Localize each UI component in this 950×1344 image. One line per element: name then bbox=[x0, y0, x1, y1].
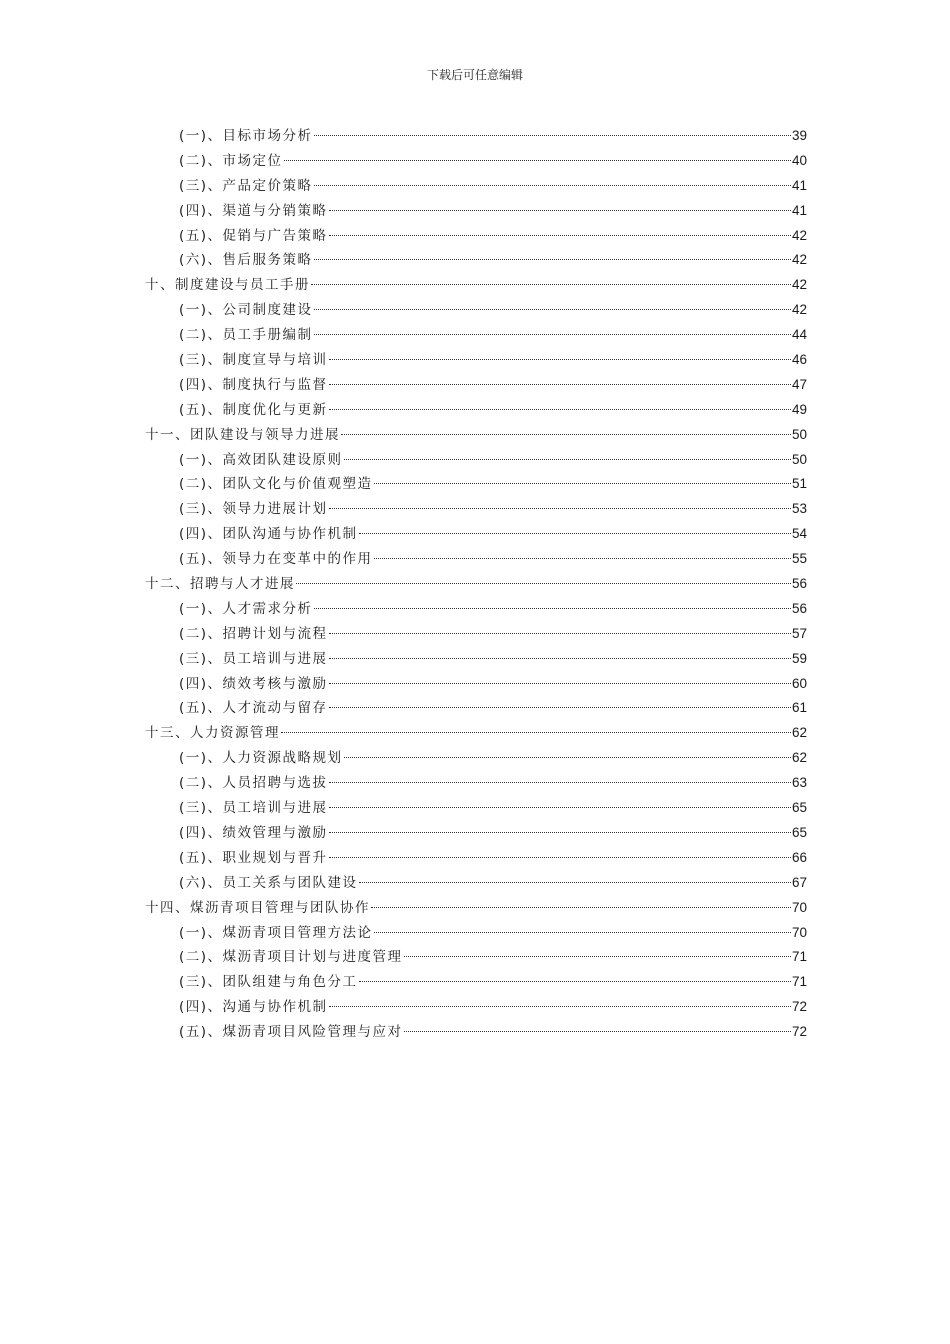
toc-entry-page-number: 42 bbox=[791, 227, 807, 243]
toc-section-entry[interactable] bbox=[145, 174, 807, 199]
toc-entry-page-number: 62 bbox=[791, 750, 807, 766]
toc-entry-page-number: 56 bbox=[791, 576, 807, 592]
toc-section-entry[interactable] bbox=[145, 647, 807, 672]
toc-entry-page-number: 62 bbox=[791, 725, 807, 741]
toc-section-entry[interactable] bbox=[145, 746, 807, 771]
toc-dot-leader bbox=[374, 558, 791, 559]
toc-section-entry[interactable] bbox=[145, 398, 807, 423]
toc-entry-title: (五)、职业规划与晋升 bbox=[179, 849, 328, 866]
toc-section-entry[interactable] bbox=[145, 696, 807, 721]
toc-section-entry[interactable] bbox=[145, 199, 807, 224]
toc-entry-page-number: 59 bbox=[791, 650, 807, 666]
toc-dot-leader bbox=[329, 409, 791, 410]
toc-dot-leader bbox=[329, 1006, 791, 1007]
toc-section-entry[interactable] bbox=[145, 497, 807, 522]
toc-entry-title: (三)、产品定价策略 bbox=[179, 177, 313, 194]
toc-entry-title: 十一、团队建设与领导力进展 bbox=[145, 426, 340, 443]
toc-entry-title: (二)、煤沥青项目计划与进度管理 bbox=[179, 949, 403, 966]
toc-section-entry[interactable] bbox=[145, 248, 807, 273]
toc-section-entry[interactable] bbox=[145, 124, 807, 149]
toc-chapter-entry[interactable] bbox=[145, 721, 807, 746]
toc-section-entry[interactable] bbox=[145, 771, 807, 796]
toc-dot-leader bbox=[329, 707, 791, 708]
toc-entry-page-number: 50 bbox=[791, 426, 807, 442]
toc-entry-page-number: 47 bbox=[791, 376, 807, 392]
toc-entry-title: 十三、人力资源管理 bbox=[145, 725, 280, 742]
toc-entry-page-number: 40 bbox=[791, 152, 807, 168]
toc-chapter-entry[interactable] bbox=[145, 572, 807, 597]
toc-dot-leader bbox=[329, 782, 791, 783]
toc-entry-title: 十四、煤沥青项目管理与团队协作 bbox=[145, 899, 370, 916]
toc-entry-page-number: 46 bbox=[791, 352, 807, 368]
toc-section-entry[interactable] bbox=[145, 945, 807, 970]
toc-entry-page-number: 61 bbox=[791, 700, 807, 716]
toc-dot-leader bbox=[329, 807, 791, 808]
toc-entry-title: (三)、团队组建与角色分工 bbox=[179, 974, 358, 991]
toc-section-entry[interactable] bbox=[145, 846, 807, 871]
toc-entry-title: (一)、人才需求分析 bbox=[179, 600, 313, 617]
toc-section-entry[interactable] bbox=[145, 448, 807, 473]
toc-dot-leader bbox=[329, 235, 791, 236]
toc-dot-leader bbox=[329, 508, 791, 509]
page-header: 下载后可任意编辑 bbox=[426, 68, 523, 82]
toc-dot-leader bbox=[329, 210, 791, 211]
toc-entry-title: (六)、员工关系与团队建设 bbox=[179, 874, 358, 891]
toc-entry-page-number: 70 bbox=[791, 924, 807, 940]
toc-section-entry[interactable] bbox=[145, 821, 807, 846]
toc-section-entry[interactable] bbox=[145, 323, 807, 348]
toc-section-entry[interactable] bbox=[145, 373, 807, 398]
toc-chapter-entry[interactable] bbox=[145, 896, 807, 921]
toc-dot-leader bbox=[284, 160, 791, 161]
toc-entry-title: (一)、目标市场分析 bbox=[179, 128, 313, 144]
toc-dot-leader bbox=[296, 583, 791, 584]
toc-dot-leader bbox=[359, 882, 791, 883]
toc-chapter-entry[interactable] bbox=[145, 423, 807, 448]
toc-dot-leader bbox=[329, 857, 791, 858]
toc-entry-page-number: 39 bbox=[791, 128, 807, 143]
toc-entry-page-number: 44 bbox=[791, 327, 807, 343]
toc-entry-page-number: 57 bbox=[791, 625, 807, 641]
toc-entry-title: 十二、招聘与人才进展 bbox=[145, 576, 295, 593]
toc-dot-leader bbox=[281, 732, 791, 733]
toc-entry-page-number: 60 bbox=[791, 675, 807, 691]
toc-entry-page-number: 67 bbox=[791, 874, 807, 890]
toc-entry-title: (二)、员工手册编制 bbox=[179, 327, 313, 344]
toc-entry-page-number: 66 bbox=[791, 849, 807, 865]
toc-section-entry[interactable] bbox=[145, 149, 807, 174]
toc-entry-title: (一)、高效团队建设原则 bbox=[179, 451, 343, 468]
toc-entry-title: (四)、团队沟通与协作机制 bbox=[179, 526, 358, 543]
toc-entry-page-number: 65 bbox=[791, 824, 807, 840]
toc-entry-page-number: 41 bbox=[791, 202, 807, 218]
toc-dot-leader bbox=[314, 608, 791, 609]
toc-entry-title: (五)、人才流动与留存 bbox=[179, 700, 328, 717]
toc-section-entry[interactable] bbox=[145, 298, 807, 323]
toc-entry-page-number: 49 bbox=[791, 401, 807, 417]
toc-entry-title: (二)、市场定位 bbox=[179, 152, 283, 169]
toc-entry-page-number: 42 bbox=[791, 252, 807, 268]
toc-entry-page-number: 51 bbox=[791, 476, 807, 492]
toc-entry-page-number: 70 bbox=[791, 899, 807, 915]
toc-section-entry[interactable] bbox=[145, 622, 807, 647]
toc-dot-leader bbox=[341, 434, 791, 435]
toc-entry-title: (二)、人员招聘与选拔 bbox=[179, 775, 328, 792]
toc-entry-page-number: 42 bbox=[791, 277, 807, 293]
toc-dot-leader bbox=[329, 633, 791, 634]
toc-entry-page-number: 55 bbox=[791, 551, 807, 567]
toc-chapter-entry[interactable] bbox=[145, 273, 807, 298]
toc-section-entry[interactable] bbox=[145, 796, 807, 821]
toc-dot-leader bbox=[404, 956, 791, 957]
toc-entry-page-number: 63 bbox=[791, 775, 807, 791]
toc-dot-leader bbox=[359, 533, 791, 534]
toc-entry-page-number: 53 bbox=[791, 501, 807, 517]
toc-entry-title: (五)、制度优化与更新 bbox=[179, 401, 328, 418]
toc-dot-leader bbox=[374, 932, 791, 933]
toc-section-entry[interactable] bbox=[145, 921, 807, 946]
toc-entry-page-number: 71 bbox=[791, 949, 807, 965]
toc-dot-leader bbox=[314, 135, 791, 136]
toc-entry-page-number: 56 bbox=[791, 600, 807, 616]
toc-entry-page-number: 65 bbox=[791, 800, 807, 816]
toc-dot-leader bbox=[371, 907, 791, 908]
toc-entry-page-number: 42 bbox=[791, 302, 807, 318]
toc-dot-leader bbox=[329, 658, 791, 659]
toc-entry-title: (六)、售后服务策略 bbox=[179, 252, 313, 269]
toc-entry-title: (二)、团队文化与价值观塑造 bbox=[179, 476, 373, 493]
toc-section-entry[interactable] bbox=[145, 995, 807, 1020]
toc-dot-leader bbox=[314, 259, 791, 260]
toc-dot-leader bbox=[344, 459, 791, 460]
toc-entry-title: (五)、促销与广告策略 bbox=[179, 227, 328, 244]
toc-entry-title: (三)、员工培训与进展 bbox=[179, 650, 328, 667]
toc-section-entry[interactable] bbox=[145, 871, 807, 896]
toc-entry-page-number: 50 bbox=[791, 451, 807, 467]
toc-dot-leader bbox=[329, 683, 791, 684]
toc-entry-page-number: 72 bbox=[791, 999, 807, 1015]
toc-section-entry[interactable] bbox=[145, 597, 807, 622]
toc-entry-title: (三)、员工培训与进展 bbox=[179, 800, 328, 817]
toc-entry-page-number: 71 bbox=[791, 974, 807, 990]
toc-dot-leader bbox=[314, 185, 791, 186]
toc-section-entry[interactable] bbox=[145, 348, 807, 373]
toc-entry-title: (四)、渠道与分销策略 bbox=[179, 202, 328, 219]
toc-dot-leader bbox=[314, 334, 791, 335]
toc-section-entry[interactable] bbox=[145, 970, 807, 995]
toc-entry-page-number: 72 bbox=[791, 1024, 807, 1040]
toc-entry-page-number: 41 bbox=[791, 177, 807, 193]
toc-dot-leader bbox=[374, 483, 791, 484]
toc-dot-leader bbox=[314, 309, 791, 310]
toc-entry-title: (一)、公司制度建设 bbox=[179, 302, 313, 319]
toc-section-entry[interactable] bbox=[145, 472, 807, 497]
toc-section-entry[interactable] bbox=[145, 547, 807, 572]
toc-entry-title: (五)、煤沥青项目风险管理与应对 bbox=[179, 1024, 403, 1041]
toc-entry-title: (四)、制度执行与监督 bbox=[179, 376, 328, 393]
toc-entry-title: (四)、绩效考核与激励 bbox=[179, 675, 328, 692]
toc-dot-leader bbox=[329, 359, 791, 360]
toc-entry-title: (一)、煤沥青项目管理方法论 bbox=[179, 924, 373, 941]
toc-dot-leader bbox=[359, 981, 791, 982]
toc-entry-title: (二)、招聘计划与流程 bbox=[179, 625, 328, 642]
toc-dot-leader bbox=[311, 284, 791, 285]
toc-section-entry[interactable] bbox=[145, 1020, 807, 1045]
toc-entry-title: (一)、人力资源战略规划 bbox=[179, 750, 343, 767]
toc-entry-title: 十、制度建设与员工手册 bbox=[145, 277, 310, 294]
toc-section-entry[interactable] bbox=[145, 672, 807, 697]
toc-entry-title: (四)、沟通与协作机制 bbox=[179, 999, 328, 1016]
toc-section-entry[interactable] bbox=[145, 224, 807, 249]
toc-entry-title: (三)、制度宣导与培训 bbox=[179, 352, 328, 369]
toc-dot-leader bbox=[329, 832, 791, 833]
toc-dot-leader bbox=[329, 384, 791, 385]
toc-entry-title: (三)、领导力进展计划 bbox=[179, 501, 328, 518]
toc-entry-title: (五)、领导力在变革中的作用 bbox=[179, 551, 373, 568]
table-of-contents bbox=[145, 124, 807, 1045]
toc-entry-page-number: 54 bbox=[791, 526, 807, 542]
toc-entry-title: (四)、绩效管理与激励 bbox=[179, 824, 328, 841]
toc-dot-leader bbox=[404, 1031, 791, 1032]
toc-section-entry[interactable] bbox=[145, 522, 807, 547]
toc-dot-leader bbox=[344, 757, 791, 758]
